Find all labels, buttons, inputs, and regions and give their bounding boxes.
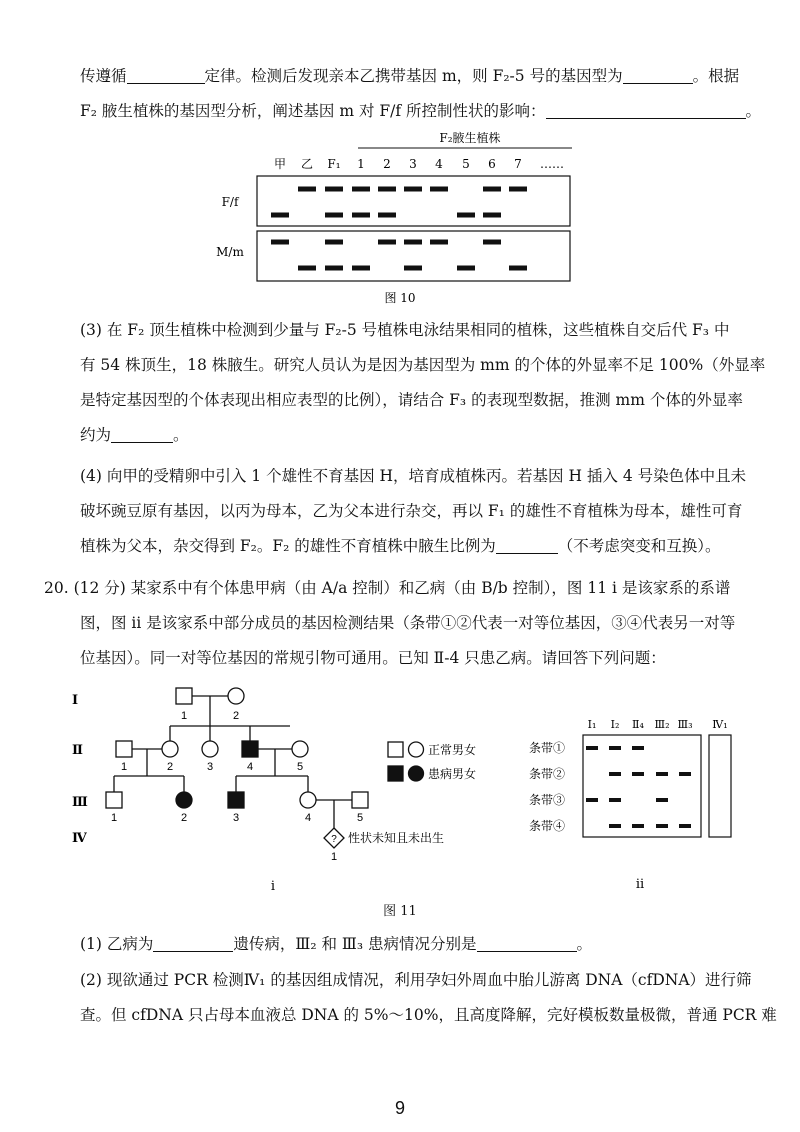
gel-row-label: 条带② xyxy=(529,767,566,781)
gel-band xyxy=(656,772,668,776)
q3-line-4: 约为 。 xyxy=(80,426,189,444)
fig10-band xyxy=(378,187,396,192)
text-line-1: 传遵循 定律。检测后发现亲本乙携带基因 m，则 F₂-5 号的基因型为 。根据 xyxy=(80,67,740,85)
fig10-band xyxy=(483,240,501,245)
svg-text:1: 1 xyxy=(180,710,188,722)
answer-blank[interactable] xyxy=(153,936,233,952)
gel-col-label: Ⅲ₃ xyxy=(677,718,693,731)
svg-text:1: 1 xyxy=(330,851,338,863)
unknown-note: 性状未知且未出生 xyxy=(348,831,445,845)
individual-III2 xyxy=(176,792,192,808)
individual-III1 xyxy=(106,792,122,808)
q3-line-2: 有 54 株顶生，18 株腋生。研究人员认为是因为基因型为 mm 的个体的外显率不足 100%（外显率 xyxy=(80,356,766,374)
figure-10-gel xyxy=(210,128,590,308)
fig10-band xyxy=(325,266,343,271)
answer-blank[interactable] xyxy=(127,68,205,84)
fig10-row-label-ff: F/f xyxy=(221,195,239,209)
svg-text:3: 3 xyxy=(232,812,240,824)
gel-lane-IV1-unknown xyxy=(709,735,731,837)
svg-text:?: ? xyxy=(331,834,337,845)
fig10-col-label: 5 xyxy=(462,157,470,171)
gel-row-labels xyxy=(529,740,565,833)
fig10-band xyxy=(430,187,448,192)
fig10-band xyxy=(457,213,475,218)
fig10-band xyxy=(271,213,289,218)
svg-text:2: 2 xyxy=(232,710,240,722)
fig10-group-label: F₂腋生植株 xyxy=(439,131,501,145)
fig10-row-label-mm: M/m xyxy=(216,245,244,259)
gel-col-label: Ⅰ₂ xyxy=(610,718,620,731)
s2-line-1: (2) 现欲通过 PCR 检测Ⅳ₁ 的基因组成情况，利用孕妇外周血中胎儿游离 DNA（cfDNA）进行筛 xyxy=(80,971,752,989)
s1-line: (1) 乙病为 遗传病，Ⅲ₂ 和 Ⅲ₃ 患病情况分别是 。 xyxy=(80,935,593,953)
svg-text:Ⅰ: Ⅰ xyxy=(72,693,79,708)
sub-ii-label: ii xyxy=(635,877,645,892)
svg-text:Ⅱ: Ⅱ xyxy=(72,743,83,758)
gel-band xyxy=(609,772,621,776)
fig10-band xyxy=(430,240,448,245)
answer-blank[interactable] xyxy=(496,538,558,554)
svg-text:5: 5 xyxy=(356,812,364,824)
gel-bands xyxy=(586,746,691,828)
gel-band xyxy=(632,746,644,750)
gel-band xyxy=(679,772,691,776)
svg-text:2: 2 xyxy=(180,812,188,824)
individual-I2 xyxy=(228,688,244,704)
q3-line-1: (3) 在 F₂ 顶生植株中检测到少量与 F₂-5 号植株电泳结果相同的植株，这些植株自交后代 F₃ 中 xyxy=(80,321,730,339)
fig10-col-label: 3 xyxy=(409,157,417,171)
generation-labels xyxy=(72,693,88,846)
text-line-2: F₂ 腋生植株的基因型分析，阐述基因 m 对 F/f 所控制性状的影响： 。 xyxy=(80,102,762,120)
q4-line-2: 破坏豌豆原有基因，以丙为母本，乙为父本进行杂交，再以 F₁ 的雄性不育植株为母本，雄性可育 xyxy=(80,502,743,520)
fig10-column-labels xyxy=(274,157,564,171)
svg-text:3: 3 xyxy=(206,761,214,773)
gel-band xyxy=(656,798,668,802)
fig10-gel-box-ff xyxy=(257,176,570,226)
gel-col-label: Ⅳ₁ xyxy=(712,718,728,731)
svg-text:1: 1 xyxy=(120,761,128,773)
individual-III4 xyxy=(300,792,316,808)
fig10-gel-box-mm xyxy=(257,231,570,281)
svg-text:2: 2 xyxy=(166,761,174,773)
s2-line-2: 查。但 cfDNA 只占母本血液总 DNA 的 5%～10%，且高度降解，完好模板数量极微，普通 PCR 难 xyxy=(80,1006,777,1024)
individual-I1 xyxy=(176,688,192,704)
fig10-col-label: 甲 xyxy=(273,157,287,171)
svg-text:1: 1 xyxy=(110,812,118,824)
fig10-band xyxy=(298,187,316,192)
fig10-band xyxy=(509,266,527,271)
gel-band xyxy=(586,798,598,802)
fig10-col-label: F₁ xyxy=(327,157,341,171)
q3-line-3: 是特定基因型的个体表现出相应表型的比例），请结合 F₃ 的表现型数据，推测 mm 个体的外显率 xyxy=(80,391,743,409)
legend-normal: 正常男女 xyxy=(428,743,477,757)
pedigree-legend xyxy=(388,742,424,781)
q4-line-1: (4) 向甲的受精卵中引入 1 个雄性不育基因 H，培育成植株丙。若基因 H 插入 4 号染色体中且未 xyxy=(80,467,747,485)
fig10-band xyxy=(378,240,396,245)
svg-text:4: 4 xyxy=(304,812,312,824)
gel-band xyxy=(632,772,644,776)
gel-col-label: Ⅰ₁ xyxy=(587,718,597,731)
individual-II5 xyxy=(292,741,308,757)
q20-line-3: 位基因）。同一对等位基因的常规引物可通用。已知 Ⅱ-4 只患乙病。请回答下列问题： xyxy=(80,649,666,667)
svg-text:Ⅳ: Ⅳ xyxy=(72,831,87,846)
fig10-band xyxy=(509,187,527,192)
individual-II3 xyxy=(202,741,218,757)
fig10-band xyxy=(483,187,501,192)
figure-11-pedigree xyxy=(60,682,500,892)
answer-blank[interactable] xyxy=(546,103,746,119)
fig10-col-label: …… xyxy=(540,157,564,171)
sub-i-label: i xyxy=(270,879,276,892)
fig10-band xyxy=(271,240,289,245)
fig10-band xyxy=(378,213,396,218)
q20-line-1: 20. (12 分) 某家系中有个体患甲病（由 A/a 控制）和乙病（由 B/b 控制），图 11 ⅰ 是该家系的系谱 xyxy=(44,579,731,597)
fig10-band xyxy=(325,213,343,218)
gel-band xyxy=(679,824,691,828)
fig10-band xyxy=(404,266,422,271)
gel-row-label: 条带④ xyxy=(529,819,566,833)
fig10-col-label: 乙 xyxy=(300,157,314,171)
fig10-band xyxy=(352,213,370,218)
figure-11-gel xyxy=(525,712,750,892)
svg-text:5: 5 xyxy=(296,761,304,773)
fig10-col-label: 6 xyxy=(488,157,496,171)
fig10-band xyxy=(325,187,343,192)
page-number: 9 xyxy=(394,1098,405,1118)
answer-blank[interactable] xyxy=(477,936,577,952)
fig11-caption: 图 11 xyxy=(383,904,417,919)
legend-affected: 患病男女 xyxy=(428,767,477,781)
gel-row-label: 条带③ xyxy=(529,793,566,807)
answer-blank[interactable] xyxy=(623,68,693,84)
individual-III5 xyxy=(352,792,368,808)
fig10-col-label: 1 xyxy=(357,157,365,171)
fig10-band xyxy=(352,187,370,192)
gel-band xyxy=(609,746,621,750)
fig10-band xyxy=(352,266,370,271)
gel-band xyxy=(656,824,668,828)
answer-blank[interactable] xyxy=(111,427,173,443)
gel-row-label: 条带① xyxy=(529,741,566,755)
fig10-band xyxy=(457,266,475,271)
gel-column-labels xyxy=(588,718,728,731)
individual-II2 xyxy=(162,741,178,757)
gel-band xyxy=(586,746,598,750)
fig10-band xyxy=(298,266,316,271)
gel-col-label: Ⅲ₂ xyxy=(654,718,670,731)
fig10-col-label: 4 xyxy=(435,157,443,171)
q4-line-3: 植株为父本，杂交得到 F₂。F₂ 的雄性不育植株中腋生比例为 （不考虑突变和互换）。 xyxy=(80,537,721,555)
fig10-caption: 图 10 xyxy=(384,291,416,305)
fig10-band xyxy=(404,187,422,192)
fig10-band xyxy=(483,213,501,218)
individual-III3 xyxy=(228,792,244,808)
fig10-band xyxy=(404,240,422,245)
gel-band xyxy=(632,824,644,828)
fig10-band xyxy=(325,240,343,245)
gel-col-label: Ⅱ₄ xyxy=(632,718,644,731)
individual-II1 xyxy=(116,741,132,757)
fig10-col-label: 7 xyxy=(514,157,522,171)
fig10-col-label: 2 xyxy=(383,157,391,171)
individual-II4 xyxy=(242,741,258,757)
q20-line-2: 图，图 ⅱ 是该家系中部分成员的基因检测结果（条带①②代表一对等位基因，③④代表另一对等 xyxy=(80,614,736,632)
svg-text:4: 4 xyxy=(246,761,254,773)
gel-band xyxy=(609,824,621,828)
gel-band xyxy=(609,798,621,802)
fig10-bands xyxy=(271,187,527,271)
svg-text:Ⅲ: Ⅲ xyxy=(72,795,88,810)
